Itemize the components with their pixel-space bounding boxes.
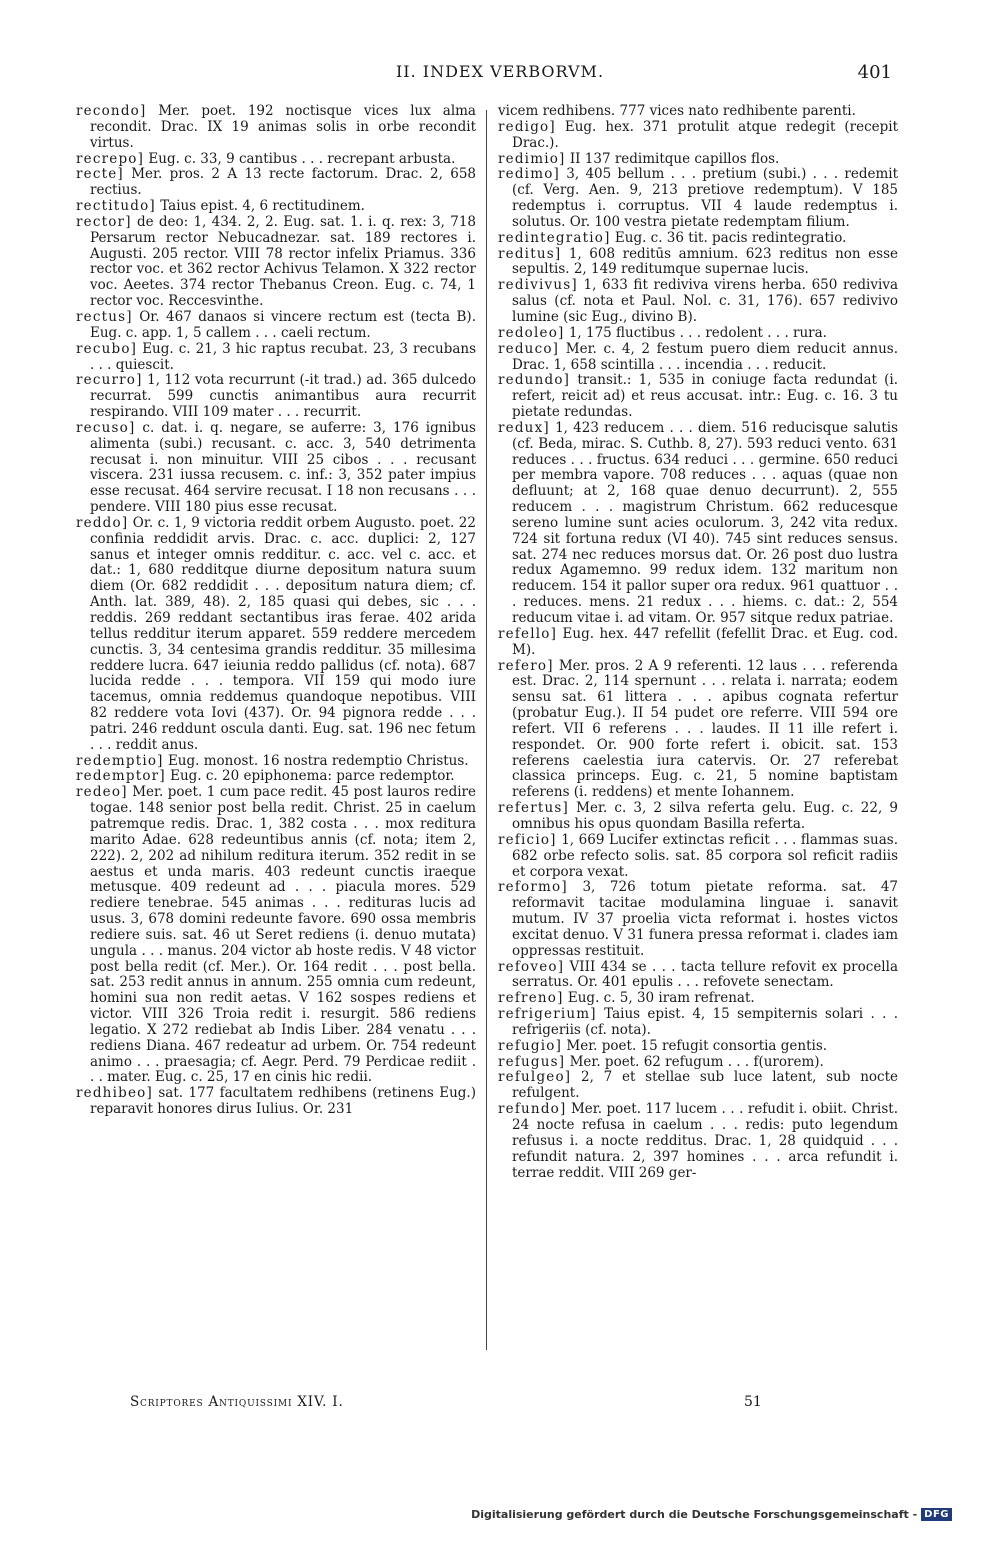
index-entry [498,627,898,659]
running-head [0,62,1000,88]
entry-lemma: redimo] [498,166,560,183]
entry-text: Mer. poet. 117 lucem . . . refudit i. obiit. Christ. 24 nocte refusa in caelum . . . redis: puto legendum refusus i. a nocte redditus. Drac. 1, 28 quidquid . . . refundit natura. 2, 397 homines . . . arca refundit i. terrae reddit. VIII 269 ger- [512,1101,898,1181]
index-entry [76,516,476,754]
entry-text: c. dat. i. q. negare, se auferre: 3, 176 ignibus alimenta (subi.) recusant. c. acc. 3, 540 detrimenta recusat i. non minuitur. VIII 25 cibos . . . recusant viscera. 231 iussa recusem. c. inf.: 3, 352 pater impius esse recusat. 464 servire recusat. I 18 non recusans . . . pendere. VIII 180 pius esse recusat. [90,419,476,516]
entry-lemma: refoveo] [498,958,565,975]
entry-text: Or. 467 danaos si vincere rectum est (tecta B). Eug. c. app. 1, 5 callem . . . caeli rectum. [90,308,476,341]
entry-lemma: redigo] [498,118,556,135]
entry-lemma: reditus] [498,245,562,262]
entry-text: 3, 405 bellum . . . pretium (subi.) . . . redemit (cf. Verg. Aen. 9, 213 pretiove redemptum). V 185 redemptus i. corruptus. VII 4 laude redemptus i. solutus. Or. 100 vestra pietate redemptam filium. [512,166,898,230]
entry-text: Eug. hex. 447 refellit (fefellit Drac. et Eug. cod. M). [512,625,898,658]
entry-text: Mer. poet. 1 cum pace redit. 45 post lauros redire togae. 148 senior post bella redit. Christ. 25 in caelum patremque redis. Drac. 1, 382 costa . . . mox reditura marito Adae. 628 redeuntibus annis (cf. nota; item 2, 222). 2, 202 ad nihilum reditura iterum. 352 redit in se aestus et unda maris. 403 redeunt cunctis iraeque metusque. 409 redeunt ad . . . piacula mores. 529 rediere tenebrae. 545 animas . . . redituras lucis ad usus. 3, 678 domini redeunte favore. 690 ossa membris rediere suis. sat. 46 ut Seret rediens (i. denuo mutata) ungula . . . manus. 204 victor ab hoste redis. V 48 victor post bella redit (cf. Mer.). Or. 164 redit . . . post bella. sat. 253 redit annus in annum. 255 omnia cum redeunt, homini sua non redit aetas. V 162 sospes rediens et victor. VIII 326 Troia redit i. resurgit. 586 rediens legatio. X 272 rediebat ab Indis Liber. 284 venatu . . . rediens Diana. 467 redeatur ad urbem. Or. 754 redeunt animo . . . praesagia; cf. Aegr. Perd. 79 Perdicae rediit . . . mater. Eug. c. 25, 17 en cinis hic redii. [90,784,477,1086]
entry-lemma: recondo] [76,103,147,119]
entry-text: Or. c. 1, 9 victoria reddit orbem Augusto. poet. 22 confinia reddidit arvis. Drac. c. acc. duplici: 2, 127 sanus et integer omnis redditur. c. acc. vel c. acc. et dat.: 1, 680 redditque diurne depositum natura suum diem (Or. 682 reddidit . . . depositum natura diem; cf. Anth. lat. 389, 48). 2, 185 quasi qui debes, sic . . . reddis. 269 reddant sectantibus iras ferae. 402 arida tellus redditur iterum apparet. 559 reddere mercedem cunctis. 3, 34 centesima grandis redditur. 35 millesima reddere lucra. 647 ieiunia reddo pallidus (cf. nota). 687 lucida redde . . . tempora. VII 159 qui modo iure tacemus, omnia reddemus quandoque nepotibus. VIII 82 reddere vota Iovi (437). Or. 94 pignora redde . . . patri. 246 reddunt oscula danti. Eug. sat. 196 nec fetum . . . reddit anus. [90,514,476,753]
index-entry [498,833,898,881]
column-divider [486,110,487,1350]
index-entry [498,231,898,247]
index-entry [498,421,898,627]
entry-text: Eug. monost. 16 nostra redemptio Christus. [167,752,469,769]
index-entry [76,167,476,199]
entry-lemma: redhibeo] [76,1085,153,1102]
index-entry [498,1102,898,1181]
index-entry [76,215,476,310]
entry-text: 1, 669 Lucifer extinctas reficit . . . flammas suas. 682 orbe refecto solis. sat. 85 corpora sol reficit radiis et corpora vexat. [512,831,898,880]
entry-lemma: redeo] [76,784,128,801]
index-entry [76,310,476,342]
entry-text: Taius epist. 4, 6 rectitudinem. [160,198,365,215]
entry-text: Eug. c. 20 epiphonema: parce redemptor. [170,768,455,785]
index-entry [76,152,476,168]
entry-lemma: reformo] [498,879,568,896]
left-column [76,104,476,1118]
credit-text: Digitalisierung gefördert durch die Deutsche Forschungsgemeinschaft - [471,1508,918,1521]
entry-lemma: refero] [498,657,554,674]
index-entry [498,373,898,421]
entry-lemma: redemptor] [76,768,166,785]
index-entry [498,152,898,168]
index-entry [76,754,476,770]
index-entry [498,247,898,279]
entry-lemma: redundo] [498,372,571,389]
entry-text: 1, 112 vota recurrunt (-it trad.) ad. 365 dulcedo recurrat. 599 cunctis animantibus aura recurrit respirando. VIII 109 mater . . . recurrit. [90,372,477,421]
entry-lemma: reddo] [76,514,129,531]
entry-text: transit.: 1, 535 in coniuge facta redundat (i. refert, reicit ad) et reus accusat. intr.: Eug. c. 16. 3 tu pietate redundas. [512,372,899,421]
entry-text: Mer. pros. 2 A 13 recte factorum. Drac. 2, 658 rectius. [90,166,476,199]
index-entry [498,659,898,802]
entry-lemma: recurro] [76,372,143,389]
index-entry [76,1086,476,1118]
entry-lemma: refulgeo] [498,1069,572,1086]
entry-text: Mer. c. 4, 2 festum puero diem reducit annus. Drac. 1, 658 scintilla . . . incendia . . . reducit. [512,340,898,373]
entry-lemma: rectitudo] [76,198,156,215]
entry-lemma: refreno] [498,990,564,1007]
index-entry [498,960,898,992]
entry-text: sat. 177 facultatem redhibens (retinens Eug.) reparavit honores dirus Iulius. Or. 231 [90,1085,476,1118]
entry-text: VIII 434 se . . . tacta tellure refovit ex procella serratus. Or. 401 epulis . . . refovete senectam. [512,958,898,991]
entry-text: 2, 7 et stellae sub luce latent, sub nocte refulgent. [512,1069,898,1102]
footer-signature: 51 [744,1394,762,1410]
index-entry [498,278,898,326]
page-title: II. INDEX VERBORVM. [395,62,605,81]
index-entry [76,342,476,374]
entry-lemma: refugus] [498,1053,566,1070]
footer-series: Scriptores Antiquissimi XIV. I. [130,1394,344,1410]
entry-text: vicem redhibens. 777 vices nato redhibente parenti. [498,103,856,119]
index-entry [76,421,476,516]
index-entry [498,167,898,230]
entry-text: 1, 608 reditūs amnium. 623 reditus non esse sepultis. 2, 149 reditumque supernae lucis. [512,245,898,278]
entry-lemma: recrepo] [76,150,145,167]
entry-text: II 137 redimitque capillos flos. [569,150,780,167]
entry-text: Eug. c. 21, 3 hic raptus recubat. 23, 3 recubans . . . quiescit. [90,340,477,373]
entry-text: Mer. poet. 15 refugit consortia gentis. [566,1037,828,1054]
digitization-credit [471,1508,952,1521]
index-entry [76,373,476,421]
index-entry [76,769,476,785]
entry-text: de deo: 1, 434. 2, 2. Eug. sat. 1. i. q. rex: 3, 718 Persarum rector Nebucadnezar. sat. 189 rectores i. Augusti. 205 rector. VIII 78 rector infelix Priamus. 336 rector voc. et 362 rector Achivus Telamon. X 322 rector voc. Aeetes. 374 rector Thebanus Creon. Eug. c. 74, 1 rector voc. Reccesvinthe. [90,213,476,310]
entry-lemma: refrigerium] [498,1006,597,1023]
entry-lemma: redux] [498,419,550,436]
entry-text: Eug. hex. 371 protulit atque redegit (recepit Drac.). [512,118,899,151]
entry-text: Mer. poet. 192 noctisque vices lux alma recondit. Drac. IX 19 animas solis in orbe recondit virtus. [90,103,476,151]
entry-text: Eug. c. 36 tit. pacis redintegratio. [614,229,847,246]
entry-text: Mer. pros. 2 A 9 referenti. 12 laus . . . referenda est. Drac. 2, 114 spernunt . . . relata i. narrata; eodem sensu sat. 61 littera . . . apibus cognata refertur (probatur Eug.). II 54 pudet ore referre. VIII 594 ore refert. VII 6 referens . . . laudes. II 11 ille refert i. respondet. Or. 900 forte refert i. obicit. sat. 153 referens caelestia iura catervis. Or. 27 referebat classica princeps. Eug. c. 21, 5 nomine baptistam referens (i. reddens) et mente Iohannem. [512,657,898,801]
index-entry [498,104,898,120]
entry-lemma: redoleo] [498,324,565,341]
entry-text: 3, 726 totum pietate reforma. sat. 47 reformavit tacitae modulamina linguae i. sanavit mutum. IV 37 proelia victa reformat i. hostes victos excitat denuo. V 31 funera pressa reformat i. clades iam oppressas restituit. [512,879,898,959]
dfg-logo: DFG [921,1508,952,1521]
index-entry [498,342,898,374]
index-entry [76,785,476,1086]
entry-lemma: rectus] [76,308,133,325]
entry-lemma: refello] [498,625,558,642]
entry-lemma: reficio] [498,831,557,848]
entry-lemma: reduco] [498,340,560,357]
entry-lemma: redemptio] [76,752,164,769]
entry-lemma: redintegratio] [498,229,611,246]
index-entry [498,1070,898,1102]
index-entry [498,326,898,342]
entry-text: Mer. poet. 62 refugum . . . f(urorem). [569,1053,824,1070]
index-entry [498,1055,898,1071]
index-entry [498,1039,898,1055]
index-entry [498,880,898,959]
entry-lemma: redimio] [498,150,566,167]
page-number: 401 [857,62,892,83]
entry-text: 1, 175 fluctibus . . . redolent . . . rura. [568,324,827,341]
index-entry [76,199,476,215]
entry-text: Mer. c. 3, 2 silva referta gelu. Eug. c. 22, 9 omnibus his opus quondam Basilla referta. [512,800,898,832]
index-entry [498,120,898,152]
right-column [498,104,898,1181]
index-entry [76,104,476,152]
entry-text: 1, 423 reducem . . . diem. 516 reducisque salutis (cf. Beda, mirac. S. Cuthb. 8, 27). 593 reduci vento. 631 reduces . . . fructus. 634 reduci . . . germine. 650 reduci per membra vapore. 708 reduces . . . aquas (quae non defluunt; at 2, 168 quae denuo decurrunt). 2, 555 reducem . . . magistrum Christum. 662 reducesque sereno lumine sunt acies oculorum. 3, 242 vita redux. 724 sit fortuna redux (VI 40). 745 sint reduces sensus. sat. 274 nec reduces morsus dat. Or. 26 post duo lustra redux Agamemno. 99 redux idem. 132 maritum non reducem. 154 it pallor super ora redux. 961 quattuor . . . reduces. mens. 21 redux . . . hiems. c. dat.: 2, 554 reducum vitae i. ad vitam. Or. 957 sitque redux patriae. [512,419,899,626]
entry-lemma: refugio] [498,1037,563,1054]
index-entry [498,801,898,833]
entry-lemma: refertus] [498,800,569,817]
entry-lemma: recte] [76,166,124,183]
index-entry [498,1007,898,1039]
entry-lemma: rector] [76,213,132,230]
entry-lemma: redivivus] [498,277,578,294]
entry-text: Eug. c. 33, 9 cantibus . . . recrepant arbusta. [148,150,456,167]
entry-text: Eug. c. 5, 30 iram refrenat. [567,990,755,1007]
entry-text: Taius epist. 4, 15 sempiternis solari . . . refrigeriis (cf. nota). [512,1006,898,1038]
entry-lemma: recubo] [76,340,138,357]
entry-lemma: refundo] [498,1101,567,1118]
index-entry [498,991,898,1007]
entry-text: 1, 633 fit rediviva virens herba. 650 rediviva salus (cf. nota et Paul. Nol. c. 31, 176). 657 redivivo lumine (sic Eug., divino B). [512,277,898,325]
entry-lemma: recuso] [76,419,136,436]
